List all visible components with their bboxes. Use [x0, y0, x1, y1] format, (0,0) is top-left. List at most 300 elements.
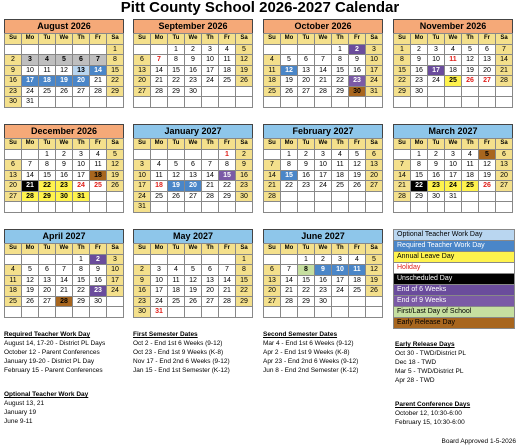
notes-line: Apr 28 - TWD: [395, 377, 435, 384]
calendar-day: 14: [151, 65, 168, 76]
calendar-day: 23: [236, 181, 253, 192]
empty-cell: [366, 202, 383, 213]
calendar-day: 27: [202, 296, 219, 307]
calendar-day: 2: [428, 149, 445, 160]
calendar-day: 29: [411, 191, 428, 202]
month-grid: [393, 33, 513, 108]
weekday-header: Sa: [107, 244, 124, 255]
notes-line: Apr 2 - End 1st 9 Weeks (K-8): [263, 349, 350, 356]
empty-cell: [185, 97, 202, 108]
calendar-day: 15: [73, 275, 90, 286]
calendar-day: 30: [411, 86, 428, 97]
calendar-day: 8: [39, 160, 56, 171]
legend-item: Optional Teacher Work Day: [393, 229, 515, 240]
notes-line: Mar 5 - TWD/District PL: [395, 368, 464, 375]
required-workday-notes: [4, 330, 105, 375]
calendar-day: 28: [151, 86, 168, 97]
calendar-day: 27: [264, 296, 281, 307]
weekday-header: Mo: [281, 139, 298, 150]
notes-heading: Parent Conference Days: [395, 401, 471, 408]
calendar-day: 1: [73, 254, 90, 265]
calendar-day: 29: [168, 86, 185, 97]
empty-cell: [107, 97, 124, 108]
calendar-day: 19: [168, 181, 185, 192]
calendar-day: 5: [107, 149, 124, 160]
calendar-day: 22: [394, 76, 411, 87]
notes-line: Oct 30 - TWD/District PL: [395, 350, 467, 357]
weekday-header: Tu: [39, 139, 56, 150]
calendar-day: 2: [90, 254, 107, 265]
month-title: December 2026: [4, 124, 124, 138]
empty-cell: [73, 44, 90, 55]
empty-cell: [219, 97, 236, 108]
month-grid: [393, 138, 513, 213]
empty-cell: [39, 202, 56, 213]
calendar-day: 3: [22, 55, 39, 66]
calendar-day: 4: [264, 55, 281, 66]
calendar-day: 6: [134, 55, 151, 66]
calendar-day: 24: [315, 181, 332, 192]
weekday-header: Mo: [151, 34, 168, 45]
weekday-header: Tu: [428, 34, 445, 45]
weekday-header: Tu: [298, 139, 315, 150]
month-grid: [4, 138, 124, 213]
calendar-day: 8: [411, 160, 428, 171]
empty-cell: [168, 202, 185, 213]
calendar-day: 19: [236, 65, 253, 76]
calendar-day: 21: [281, 286, 298, 297]
calendar-day: 31: [134, 202, 151, 213]
month-grid: [133, 33, 253, 108]
calendar-day: 25: [5, 296, 22, 307]
empty-cell: [349, 296, 366, 307]
calendar-day: 13: [496, 160, 513, 171]
month-grid: [263, 33, 383, 108]
calendar-day: 10: [332, 265, 349, 276]
empty-cell: [134, 254, 151, 265]
empty-cell: [56, 97, 73, 108]
calendar-day: 21: [394, 181, 411, 192]
empty-cell: [332, 307, 349, 318]
month-calendar: [4, 229, 124, 318]
weekday-header: Mo: [22, 139, 39, 150]
calendar-day: 25: [39, 86, 56, 97]
calendar-day: 27: [298, 86, 315, 97]
notes-line: Dec 18 - TWD: [395, 359, 437, 366]
weekday-header: Sa: [366, 34, 383, 45]
month-grid: [4, 33, 124, 108]
weekday-header: Su: [394, 34, 411, 45]
weekday-header: Tu: [39, 244, 56, 255]
calendar-day: 7: [22, 160, 39, 171]
empty-cell: [281, 254, 298, 265]
calendar-day: 2: [185, 44, 202, 55]
month-title: November 2026: [393, 19, 513, 33]
empty-cell: [219, 307, 236, 318]
calendar-day: 4: [462, 149, 479, 160]
calendar-day: 20: [39, 286, 56, 297]
calendar-day: 14: [56, 275, 73, 286]
empty-cell: [168, 254, 185, 265]
weekday-header: We: [315, 34, 332, 45]
weekday-header: Fr: [219, 244, 236, 255]
calendar-day: 4: [5, 265, 22, 276]
notes-line: August 13, 21: [4, 400, 45, 407]
calendar-day: 16: [90, 275, 107, 286]
calendar-day: 26: [366, 286, 383, 297]
empty-cell: [496, 191, 513, 202]
empty-cell: [496, 86, 513, 97]
notes-heading: Required Teacher Work Day: [4, 331, 91, 338]
empty-cell: [73, 307, 90, 318]
calendar-day: 16: [5, 76, 22, 87]
empty-cell: [134, 44, 151, 55]
calendar-day: 6: [202, 265, 219, 276]
month-calendar: [133, 19, 253, 108]
calendar-day: 11: [264, 65, 281, 76]
weekday-header: Su: [134, 244, 151, 255]
calendar-day: 16: [134, 286, 151, 297]
notes-line: October 12 - Parent Conferences: [4, 349, 100, 356]
weekday-header: Th: [332, 244, 349, 255]
empty-cell: [281, 44, 298, 55]
calendar-day: 9: [428, 160, 445, 171]
empty-cell: [479, 202, 496, 213]
weekday-header: Sa: [496, 139, 513, 150]
calendar-day: 11: [332, 160, 349, 171]
empty-cell: [185, 254, 202, 265]
weekday-header: Fr: [219, 139, 236, 150]
calendar-day: 25: [151, 191, 168, 202]
empty-cell: [90, 202, 107, 213]
weekday-header: Mo: [281, 34, 298, 45]
calendar-day: 16: [56, 170, 73, 181]
notes-line: February 15, 10:30-6:00: [395, 419, 465, 426]
calendar-day: 30: [90, 296, 107, 307]
empty-cell: [264, 202, 281, 213]
weekday-header: Su: [264, 34, 281, 45]
calendar-day: 9: [90, 265, 107, 276]
weekday-header: Fr: [90, 139, 107, 150]
calendar-day: 31: [151, 307, 168, 318]
calendar-day: 20: [73, 76, 90, 87]
calendar-day: 22: [73, 286, 90, 297]
calendar-day: 15: [236, 275, 253, 286]
notes-line: October 12, 10:30-6:00: [395, 410, 462, 417]
weekday-header: Tu: [168, 34, 185, 45]
empty-cell: [428, 202, 445, 213]
calendar-day: 26: [107, 181, 124, 192]
month-title: June 2027: [263, 229, 383, 243]
weekday-header: Th: [202, 244, 219, 255]
empty-cell: [462, 97, 479, 108]
weekday-header: Su: [264, 139, 281, 150]
calendar-day: 12: [56, 65, 73, 76]
calendar-day: 11: [168, 275, 185, 286]
calendar-day: 29: [73, 296, 90, 307]
empty-cell: [39, 307, 56, 318]
calendar-day: 18: [349, 275, 366, 286]
calendar-day: 6: [366, 149, 383, 160]
empty-cell: [445, 97, 462, 108]
calendar-day: 21: [56, 286, 73, 297]
calendar-day: 6: [73, 55, 90, 66]
calendar-day: 24: [73, 181, 90, 192]
month-calendar: [393, 19, 513, 108]
calendar-day: 15: [168, 65, 185, 76]
calendar-day: 8: [236, 265, 253, 276]
calendar-day: 12: [349, 160, 366, 171]
weekday-header: We: [445, 34, 462, 45]
empty-cell: [56, 307, 73, 318]
calendar-day: 11: [151, 170, 168, 181]
legend-item: Early Release Day: [393, 317, 515, 329]
calendar-day: 4: [219, 44, 236, 55]
empty-cell: [315, 191, 332, 202]
calendar-day: 22: [332, 76, 349, 87]
empty-cell: [151, 254, 168, 265]
weekday-header: We: [56, 139, 73, 150]
calendar-day: 18: [151, 181, 168, 192]
weekday-header: Sa: [107, 139, 124, 150]
calendar-day: 24: [107, 286, 124, 297]
empty-cell: [298, 307, 315, 318]
calendar-day: 1: [332, 44, 349, 55]
calendar-day: 23: [411, 76, 428, 87]
calendar-day: 2: [411, 44, 428, 55]
calendar-day: 12: [281, 65, 298, 76]
calendar-day: 29: [298, 296, 315, 307]
empty-cell: [264, 307, 281, 318]
calendar-day: 5: [22, 265, 39, 276]
calendar-day: 16: [236, 170, 253, 181]
calendar-day: 28: [264, 191, 281, 202]
calendar-day: 2: [236, 149, 253, 160]
weekday-header: Mo: [411, 139, 428, 150]
empty-cell: [202, 149, 219, 160]
calendar-day: 7: [151, 55, 168, 66]
calendar-day: 12: [462, 55, 479, 66]
calendar-day: 19: [107, 170, 124, 181]
calendar-day: 24: [22, 86, 39, 97]
calendar-day: 7: [56, 265, 73, 276]
month-title: September 2026: [133, 19, 253, 33]
empty-cell: [202, 307, 219, 318]
empty-cell: [185, 307, 202, 318]
calendar-day: 17: [332, 275, 349, 286]
optional-workday-notes: [4, 390, 88, 426]
calendar-day: 27: [496, 181, 513, 192]
empty-cell: [315, 97, 332, 108]
empty-cell: [202, 86, 219, 97]
empty-cell: [73, 202, 90, 213]
calendar-day: 18: [264, 76, 281, 87]
calendar-day: 19: [56, 76, 73, 87]
notes-line: Mar 4 - End 1st 6 Weeks (9-12): [263, 340, 354, 347]
calendar-day: 18: [332, 170, 349, 181]
empty-cell: [56, 44, 73, 55]
calendar-day: 30: [349, 86, 366, 97]
empty-cell: [185, 202, 202, 213]
calendar-day: 13: [264, 275, 281, 286]
calendar-day: 29: [394, 86, 411, 97]
notes-line: June 9-11: [4, 418, 33, 425]
weekday-header: Sa: [236, 139, 253, 150]
calendar-day: 15: [281, 170, 298, 181]
calendar-day: 31: [366, 86, 383, 97]
weekday-header: We: [315, 244, 332, 255]
calendar-day: 26: [168, 191, 185, 202]
weekday-header: Th: [73, 139, 90, 150]
calendar-day: 10: [151, 275, 168, 286]
calendar-day: 16: [411, 65, 428, 76]
calendar-day: 19: [366, 275, 383, 286]
calendar-day: 3: [445, 149, 462, 160]
calendar-day: 17: [151, 286, 168, 297]
month-grid: [263, 243, 383, 318]
calendar-day: 2: [298, 149, 315, 160]
empty-cell: [168, 307, 185, 318]
calendar-day: 23: [5, 86, 22, 97]
calendar-day: 8: [298, 265, 315, 276]
calendar-day: 8: [394, 55, 411, 66]
calendar-day: 22: [411, 181, 428, 192]
calendar-day: 27: [134, 86, 151, 97]
weekday-header: Th: [73, 244, 90, 255]
weekday-header: We: [185, 139, 202, 150]
notes-line: Apr 23 - End 2nd 6 Weeks (9-12): [263, 358, 359, 365]
calendar-day: 5: [56, 55, 73, 66]
calendar-day: 9: [134, 275, 151, 286]
month-title: April 2027: [4, 229, 124, 243]
calendar-day: 5: [236, 44, 253, 55]
calendar-day: 17: [134, 181, 151, 192]
calendar-day: 11: [219, 55, 236, 66]
calendar-day: 9: [411, 55, 428, 66]
calendar-day: 13: [298, 65, 315, 76]
empty-cell: [264, 149, 281, 160]
notes-line: August 14, 17-20 - District PL Days: [4, 340, 106, 347]
calendar-day: 5: [281, 55, 298, 66]
calendar-day: 22: [281, 181, 298, 192]
calendar-day: 28: [281, 296, 298, 307]
calendar-day: 9: [298, 160, 315, 171]
calendar-day: 30: [5, 97, 22, 108]
notes-heading: First Semester Dates: [133, 331, 198, 338]
calendar-day: 10: [22, 65, 39, 76]
empty-cell: [281, 191, 298, 202]
calendar-day: 27: [5, 191, 22, 202]
calendar-day: 27: [479, 76, 496, 87]
calendar-day: 20: [264, 286, 281, 297]
calendar-day: 20: [5, 181, 22, 192]
calendar-day: 16: [298, 170, 315, 181]
legend-item: Unscheduled Day: [393, 273, 515, 284]
empty-cell: [202, 202, 219, 213]
weekday-header: Fr: [90, 244, 107, 255]
calendar-day: 10: [315, 160, 332, 171]
weekday-header: We: [445, 139, 462, 150]
calendar-day: 13: [39, 275, 56, 286]
calendar-day: 1: [219, 149, 236, 160]
weekday-header: Tu: [298, 34, 315, 45]
calendar-day: 14: [281, 275, 298, 286]
calendar-day: 18: [39, 76, 56, 87]
early-release-notes: [395, 340, 466, 385]
weekday-header: Sa: [496, 34, 513, 45]
empty-cell: [5, 307, 22, 318]
calendar-day: 2: [134, 265, 151, 276]
empty-cell: [22, 149, 39, 160]
empty-cell: [168, 97, 185, 108]
calendar-day: 2: [56, 149, 73, 160]
calendar-day: 6: [298, 55, 315, 66]
legend-item: First/Last Day of School: [393, 306, 515, 317]
calendar-day: 24: [366, 76, 383, 87]
month-calendar: [263, 229, 383, 318]
empty-cell: [281, 97, 298, 108]
calendar-day: 3: [332, 254, 349, 265]
calendar-day: 19: [281, 76, 298, 87]
month-calendar: [263, 124, 383, 213]
calendar-day: 28: [394, 191, 411, 202]
calendar-day: 30: [185, 86, 202, 97]
calendar-day: 28: [496, 76, 513, 87]
calendar-day: 1: [394, 44, 411, 55]
empty-cell: [366, 307, 383, 318]
calendar-day: 24: [332, 286, 349, 297]
empty-cell: [264, 97, 281, 108]
weekday-header: Fr: [219, 34, 236, 45]
legend-item: Annual Leave Day: [393, 251, 515, 262]
calendar-day: 8: [73, 265, 90, 276]
weekday-header: Fr: [479, 139, 496, 150]
calendar-day: 12: [185, 275, 202, 286]
empty-cell: [298, 191, 315, 202]
empty-cell: [411, 97, 428, 108]
empty-cell: [394, 97, 411, 108]
legend-item: Required Teacher Work Day: [393, 240, 515, 251]
month-grid: [263, 138, 383, 213]
weekday-header: Th: [332, 139, 349, 150]
calendar-day: 25: [90, 181, 107, 192]
calendar-day: 11: [349, 265, 366, 276]
empty-cell: [479, 97, 496, 108]
calendar-day: 9: [5, 65, 22, 76]
empty-cell: [202, 254, 219, 265]
calendar-day: 24: [202, 76, 219, 87]
empty-cell: [366, 191, 383, 202]
calendar-day: 21: [264, 181, 281, 192]
page-title: Pitt County School 2026-2027 Calendar: [120, 0, 400, 16]
empty-cell: [5, 44, 22, 55]
calendar-day: 23: [349, 76, 366, 87]
calendar-day: 6: [185, 160, 202, 171]
calendar-day: 25: [445, 76, 462, 87]
weekday-header: Tu: [428, 139, 445, 150]
empty-cell: [90, 191, 107, 202]
calendar-day: 21: [496, 65, 513, 76]
calendar-day: 6: [264, 265, 281, 276]
empty-cell: [394, 149, 411, 160]
calendar-day: 8: [281, 160, 298, 171]
calendar-day: 18: [219, 65, 236, 76]
calendar-day: 12: [479, 160, 496, 171]
empty-cell: [462, 86, 479, 97]
empty-cell: [151, 149, 168, 160]
calendar-day: 29: [107, 86, 124, 97]
calendar-day: 29: [332, 86, 349, 97]
